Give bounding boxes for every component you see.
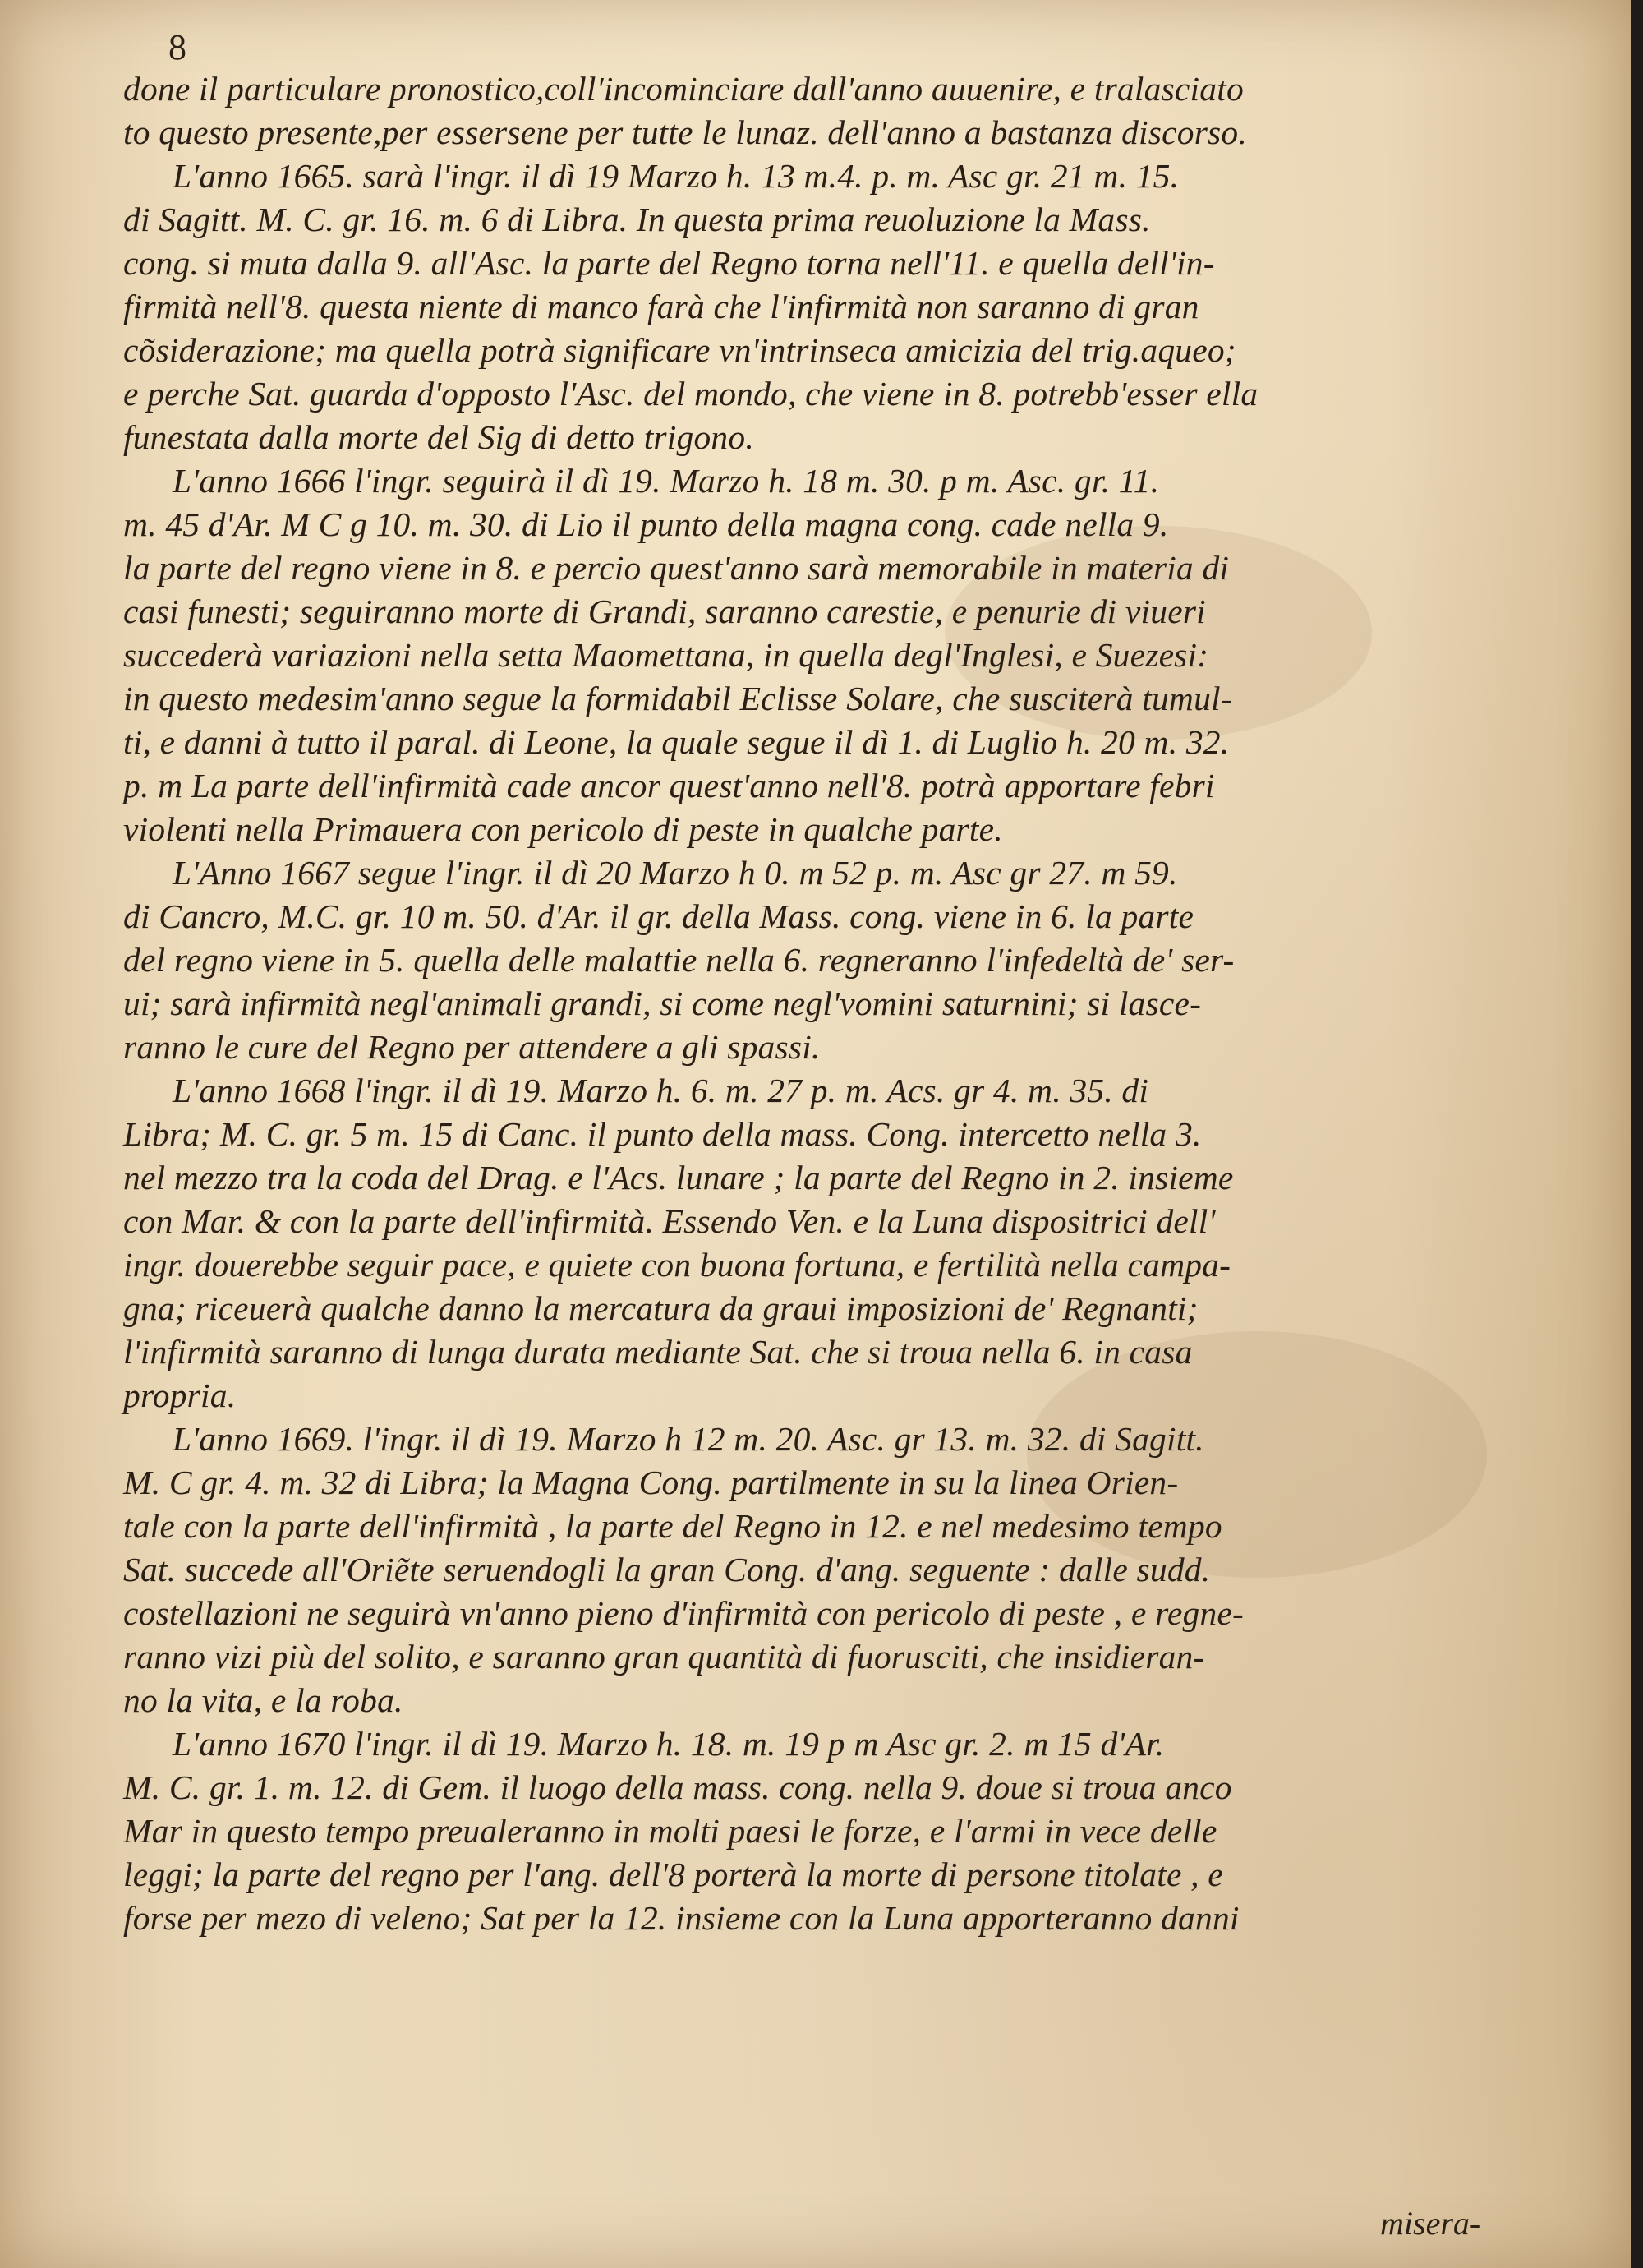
text-line: leggi; la parte del regno per l'ang. dell'8 porterà la morte di persone titolate , e — [123, 1855, 1223, 1893]
book-edge — [1631, 0, 1643, 2268]
text-line: casi funesti; seguiranno morte di Grandi, saranno carestie, e penurie di viueri — [123, 592, 1206, 630]
text-line: ti, e danni à tutto il paral. di Leone, la quale segue il dì 1. di Luglio h. 20 m. 32. — [123, 723, 1230, 761]
text-line: con Mar. & con la parte dell'infirmità. Essendo Ven. e la Luna dispositrici dell' — [123, 1202, 1216, 1240]
text-line: di Sagitt. M. C. gr. 16. m. 6 di Libra. In questa prima reuoluzione la Mass. — [123, 201, 1151, 238]
text-line: e perche Sat. guarda d'opposto l'Asc. del mondo, che viene in 8. potrebb'esser ella — [123, 375, 1259, 413]
text-line: tale con la parte dell'infirmità , la parte del Regno in 12. e nel medesimo tempo — [123, 1507, 1222, 1545]
text-line: done il particulare pronostico,coll'incominciare dall'anno auuenire, e tralasciato — [123, 70, 1244, 108]
text-line: m. 45 d'Ar. M C g 10. m. 30. di Lio il punto della magna cong. cade nella 9. — [123, 505, 1169, 543]
text-line: ranno vizi più del solito, e saranno gran quantità di fuorusciti, che insidieran- — [123, 1638, 1205, 1676]
text-line: Libra; M. C. gr. 5 m. 15 di Canc. il punto della mass. Cong. intercetto nella 3. — [123, 1115, 1202, 1153]
text-line: Mar in questo tempo preualeranno in molti paesi le forze, e l'armi in vece delle — [123, 1812, 1217, 1850]
text-line: in questo medesim'anno segue la formidabil Eclisse Solare, che susciterà tumul- — [123, 680, 1232, 717]
text-line: cõsiderazione; ma quella potrà significare vn'intrinseca amicizia del trig.aqueo; — [123, 331, 1236, 369]
text-line: p. m La parte dell'infirmità cade ancor quest'anno nell'8. potrà apportare febri — [123, 767, 1215, 804]
catchword: misera- — [1380, 2205, 1481, 2242]
text-line: costellazioni ne seguirà vn'anno pieno d'infirmità con pericolo di peste , e regne- — [123, 1594, 1245, 1632]
text-line: firmità nell'8. questa niente di manco farà che l'infirmità non saranno di gran — [123, 288, 1199, 325]
text-line: succederà variazioni nella setta Maomettana, in quella degl'Inglesi, e Suezesi: — [123, 636, 1209, 674]
text-line: gna; riceuerà qualche danno la mercatura da graui imposizioni de' Regnanti; — [123, 1289, 1199, 1327]
text-line: M. C. gr. 1. m. 12. di Gem. il luogo della mass. cong. nella 9. doue si troua anco — [123, 1768, 1232, 1806]
text-line: l'infirmità saranno di lunga durata mediante Sat. che si troua nella 6. in casa — [123, 1333, 1193, 1371]
text-line: L'anno 1669. l'ingr. il dì 19. Marzo h 12 m. 20. Asc. gr 13. m. 32. di Sagitt. — [173, 1420, 1204, 1458]
text-line: nel mezzo tra la coda del Drag. e l'Acs. lunare ; la parte del Regno in 2. insieme — [123, 1159, 1234, 1196]
text-line: L'anno 1666 l'ingr. seguirà il dì 19. Marzo h. 18 m. 30. p m. Asc. gr. 11. — [173, 462, 1160, 500]
text-line: violenti nella Primauera con pericolo di peste in qualche parte. — [123, 810, 1003, 848]
text-line: del regno viene in 5. quella delle malattie nella 6. regneranno l'infedeltà de' ser- — [123, 941, 1235, 979]
text-line: ui; sarà infirmità negl'animali grandi, si come negl'vomini saturnini; si lasce- — [123, 984, 1202, 1022]
text-line: L'Anno 1667 segue l'ingr. il dì 20 Marzo h 0. m 52 p. m. Asc gr 27. m 59. — [173, 854, 1178, 892]
text-line: forse per mezo di veleno; Sat per la 12. insieme con la Luna apporteranno danni — [123, 1899, 1240, 1937]
page-number: 8 — [168, 27, 186, 67]
text-line: funestata dalla morte del Sig di detto trigono. — [123, 418, 754, 456]
text-line: propria. — [123, 1376, 237, 1414]
text-line: la parte del regno viene in 8. e percio quest'anno sarà memorabile in materia di — [123, 549, 1230, 587]
text-line: M. C gr. 4. m. 32 di Libra; la Magna Cong. partilmente in su la linea Orien- — [123, 1464, 1179, 1501]
text-line: L'anno 1670 l'ingr. il dì 19. Marzo h. 18. m. 19 p m Asc gr. 2. m 15 d'Ar. — [173, 1725, 1165, 1763]
body-text — [123, 67, 1569, 1940]
text-line: ranno le cure del Regno per attendere a gli spassi. — [123, 1028, 821, 1066]
text-line: di Cancro, M.C. gr. 10 m. 50. d'Ar. il gr. della Mass. cong. viene in 6. la parte — [123, 897, 1194, 935]
text-line: no la vita, e la roba. — [123, 1681, 403, 1719]
text-line: L'anno 1665. sarà l'ingr. il dì 19 Marzo h. 13 m.4. p. m. Asc gr. 21 m. 15. — [173, 157, 1180, 195]
text-line: Sat. succede all'Oriẽte seruendogli la gran Cong. d'ang. seguente : dalle sudd. — [123, 1551, 1211, 1588]
text-line: to questo presente,per essersene per tutte le lunaz. dell'anno a bastanza discorso. — [123, 113, 1247, 151]
text-line: cong. si muta dalla 9. all'Asc. la parte del Regno torna nell'11. e quella dell'in- — [123, 244, 1215, 282]
text-line: L'anno 1668 l'ingr. il dì 19. Marzo h. 6. m. 27 p. m. Acs. gr 4. m. 35. di — [173, 1072, 1149, 1109]
text-line: ingr. douerebbe seguir pace, e quiete con buona fortuna, e fertilità nella campa- — [123, 1246, 1231, 1284]
